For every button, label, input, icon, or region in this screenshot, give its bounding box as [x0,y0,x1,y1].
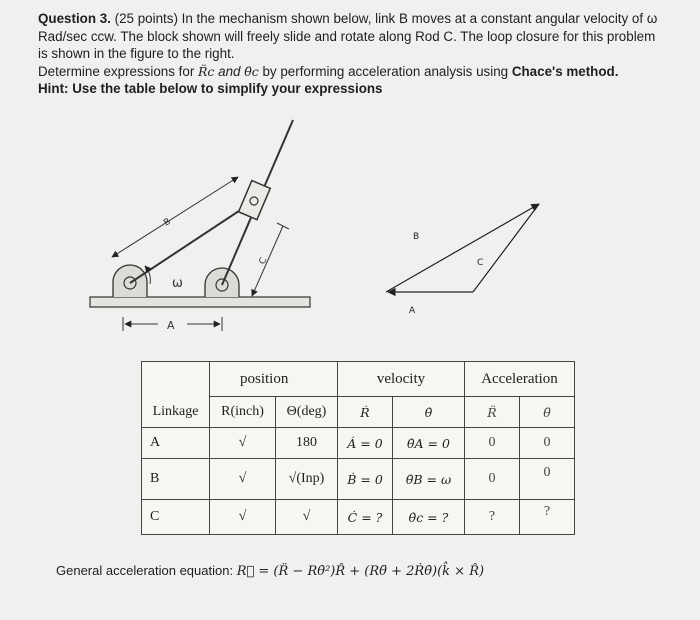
mech-label-b: B [162,216,173,229]
equation-formula: R⃗ = (R̈ − Rθ̇²)R̂ + (Rθ̈ + 2Ṙθ̇)(k̂ × R̂) [236,564,485,579]
row-thetadot: θ̇c = ? [393,500,465,535]
hint-text: Hint: Use the table below to simplify your expressions [38,81,383,96]
loop-label-a: A [409,306,416,316]
kinematics-table [141,361,575,535]
col-thetaddot: θ̈ [520,397,575,428]
left-pivot-support [113,265,147,297]
question-line4-mid: by performing acceleration analysis using [258,63,512,79]
question-label: Question 3. [38,11,111,26]
row-thetadot: θ̇A = 0 [393,428,465,459]
group-velocity: velocity [338,362,465,397]
question-line2: Rad/sec ccw. The block shown will freely slide and rotate along Rod C. The loop closure for this problem [38,28,656,44]
row-r: √ [210,500,276,535]
group-acceleration: Acceleration [465,362,575,397]
col-r: R(inch) [210,397,276,428]
row-r: √ [210,459,276,500]
question-line3: is shown in the figure to the right. [38,46,235,61]
col-thetadot: θ̇ [393,397,465,428]
mechanism-diagram [90,120,310,332]
question-line1: (25 points) In the mechanism shown below, link B moves at a constant angular velocity of ω [110,11,658,26]
row-link: B [142,459,210,500]
table-row [142,459,575,500]
loop-closure-diagram [386,204,539,316]
row-thetaddot: 0 [520,459,575,500]
vector-c [473,204,539,292]
row-rddot: ? [465,500,520,535]
slider-block [239,181,271,220]
method-name: Chace's method. [511,63,619,79]
equation-label: General acceleration equation: [56,563,237,578]
col-rdot: Ṙ [338,397,393,428]
col-theta: Θ(deg) [276,397,338,428]
col-linkage: Linkage [142,397,210,428]
row-r: √ [210,428,276,459]
row-link: A [142,428,210,459]
row-theta: √(Inp) [276,459,338,500]
and-word: and [214,63,245,79]
row-theta: 180 [276,428,338,459]
row-link: C [142,500,210,535]
row-rdot: Ḃ = 0 [338,459,393,500]
row-thetaddot: 0 [520,428,575,459]
group-position: position [210,362,338,397]
thetac-ddot: θ̈c [244,63,259,79]
loop-label-b: B [413,232,420,242]
row-rdot: Ċ = ? [338,500,393,535]
row-rdot: Ȧ = 0 [338,428,393,459]
table-row [142,428,575,459]
row-rddot: 0 [465,428,520,459]
row-theta: √ [276,500,338,535]
mech-label-c: C [257,256,270,267]
table-row [142,500,575,535]
b-dimension-arrow [112,177,238,257]
rc-ddot: R̈c [198,63,215,79]
vector-b [386,204,539,292]
row-thetaddot: ? [520,500,575,535]
mech-label-a: A [167,319,175,332]
mech-label-omega: ω [172,276,183,291]
col-rddot: R̈ [465,397,520,428]
ground-base [90,297,310,307]
row-thetadot: θ̇B = ω [393,459,465,500]
question-line4-start: Determine expressions for [38,63,199,79]
row-rddot: 0 [465,459,520,500]
acceleration-equation [56,563,484,579]
loop-label-c: C [477,258,484,268]
